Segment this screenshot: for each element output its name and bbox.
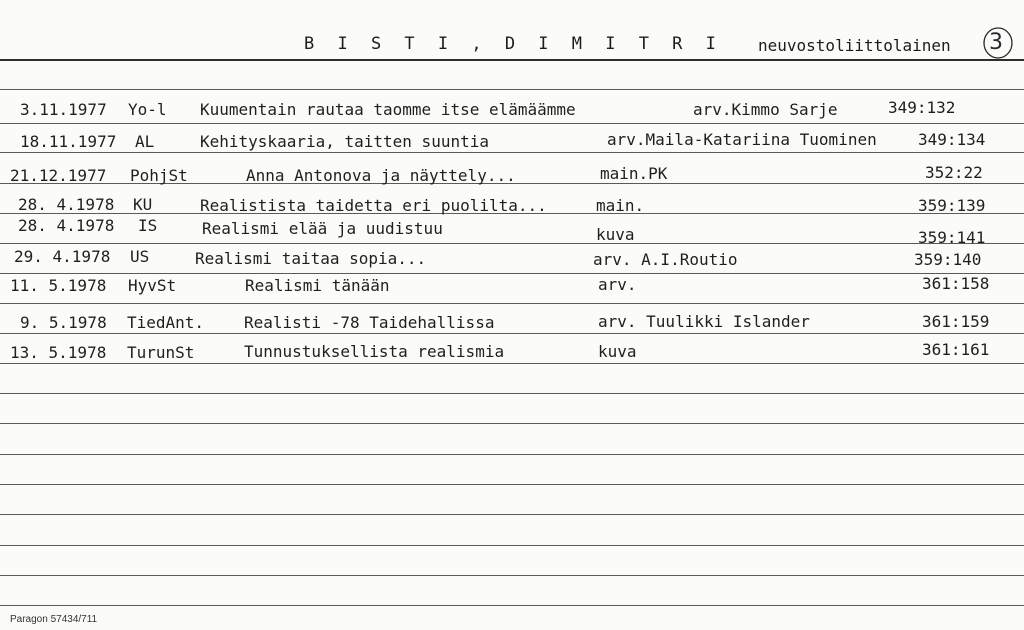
entry-ref: 352:22 <box>925 163 983 182</box>
entry-title: Realisti -78 Taidehallissa <box>244 313 495 332</box>
entry-title: Tunnustuksellista realismia <box>244 342 505 361</box>
entry-date: 28. 4.1978 <box>18 195 115 214</box>
entry-note: arv. <box>598 275 637 294</box>
ruled-line <box>0 273 1024 274</box>
card-nationality: neuvostoliittolainen <box>758 36 951 55</box>
entry-ref: 361:158 <box>922 274 990 293</box>
entry-source: TiedAnt. <box>127 313 205 332</box>
entry-title: Anna Antonova ja näyttely... <box>246 166 516 185</box>
ruled-line <box>0 333 1024 334</box>
entry-source: US <box>130 247 150 266</box>
entry-ref: 359:140 <box>914 250 982 269</box>
entry-note: arv. A.I.Routio <box>593 250 738 269</box>
card-print-mark: Paragon 57434/711 <box>10 614 98 625</box>
entry-source: KU <box>133 195 153 214</box>
ruled-line <box>0 152 1024 153</box>
entry-date: 13. 5.1978 <box>10 343 107 362</box>
card-number: 3 <box>989 30 1003 55</box>
entry-source: TurunSt <box>127 343 195 362</box>
entry-source: IS <box>138 216 158 235</box>
entry-title: Realismi tänään <box>245 276 390 295</box>
entry-date: 3.11.1977 <box>20 100 107 119</box>
entry-source: HyvSt <box>128 276 177 295</box>
ruled-line <box>0 484 1024 485</box>
ruled-line <box>0 243 1024 244</box>
entry-note: arv.Kimmo Sarje <box>693 100 838 119</box>
entry-date: 18.11.1977 <box>20 132 117 151</box>
ruled-line <box>0 454 1024 455</box>
entry-title: Realismi elää ja uudistuu <box>202 219 443 238</box>
header-rule <box>0 59 1024 61</box>
entry-source: AL <box>135 132 155 151</box>
ruled-line <box>0 123 1024 124</box>
ruled-line <box>0 514 1024 515</box>
entry-note: main.PK <box>600 164 668 183</box>
entry-ref: 361:159 <box>922 312 990 331</box>
entry-note: arv. Tuulikki Islander <box>598 312 810 331</box>
entry-title: Realistista taidetta eri puolilta... <box>200 196 547 215</box>
entry-date: 29. 4.1978 <box>14 247 111 266</box>
entry-date: 11. 5.1978 <box>10 276 107 295</box>
entry-title: Realismi taitaa sopia... <box>195 249 427 268</box>
entry-ref: 359:141 <box>918 228 986 247</box>
ruled-line <box>0 89 1024 90</box>
entry-ref: 349:132 <box>888 98 956 117</box>
entry-note: main. <box>596 196 645 215</box>
card-number-badge <box>982 25 1012 59</box>
entry-ref: 361:161 <box>922 340 990 359</box>
entry-title: Kehityskaaria, taitten suuntia <box>200 132 489 151</box>
ruled-line <box>0 605 1024 606</box>
entry-date: 28. 4.1978 <box>18 216 115 235</box>
entry-ref: 359:139 <box>918 196 986 215</box>
entry-ref: 349:134 <box>918 130 986 149</box>
entry-note: kuva <box>596 225 635 244</box>
entry-note: arv.Maila-Katariina Tuominen <box>607 130 877 149</box>
ruled-line <box>0 545 1024 546</box>
entry-title: Kuumentain rautaa taomme itse elämäämme <box>200 100 576 119</box>
entry-date: 21.12.1977 <box>10 166 107 185</box>
ruled-line <box>0 393 1024 394</box>
ruled-line <box>0 575 1024 576</box>
ruled-line <box>0 423 1024 424</box>
ruled-line <box>0 363 1024 364</box>
entry-source: PohjSt <box>130 166 188 185</box>
entry-date: 9. 5.1978 <box>20 313 107 332</box>
entry-source: Yo-l <box>128 100 167 119</box>
card-title-name: B I S T I , D I M I T R I <box>304 34 723 54</box>
ruled-line <box>0 303 1024 304</box>
entry-note: kuva <box>598 342 637 361</box>
